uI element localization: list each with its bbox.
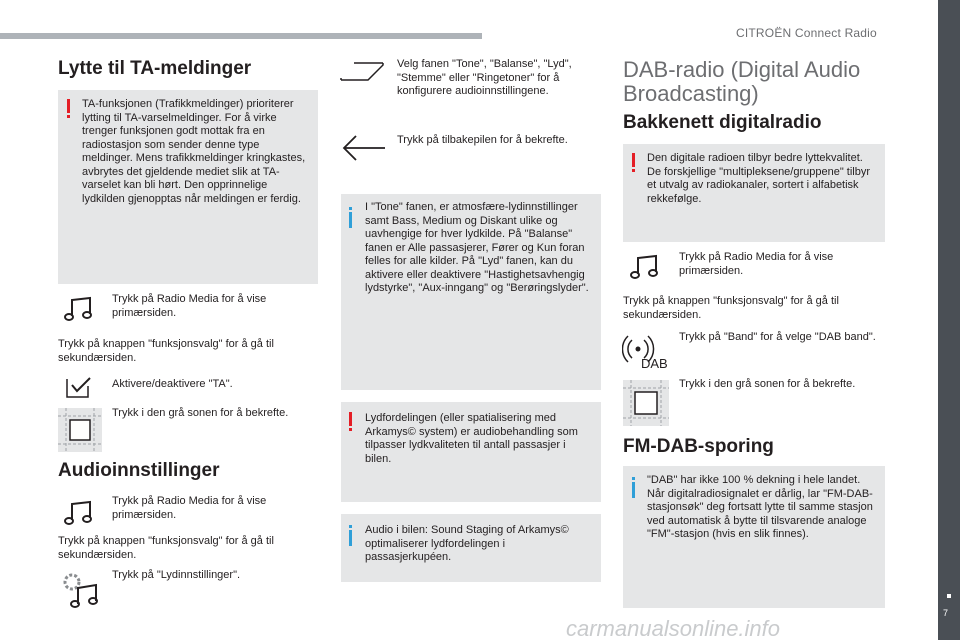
back-arrow-icon	[342, 134, 386, 162]
step-radio-media-3: Trykk på Radio Media for å vise primærsiden.	[679, 251, 834, 277]
info-icon	[632, 482, 635, 498]
step-back-arrow: Trykk på tilbakepilen for å bekrefte.	[397, 134, 568, 146]
warning-icon	[349, 412, 352, 426]
dab-label: DAB	[641, 356, 668, 371]
grey-zone-icon	[58, 408, 102, 452]
step-radio-media: Trykk på Radio Media for å vise primærsiden.	[112, 293, 267, 319]
sidebar-marker	[947, 594, 951, 598]
warning-box-ta	[58, 90, 318, 284]
info-box-fm-dab	[623, 466, 885, 608]
info-text-staging: Audio i bilen: Sound Staging of Arkamys© optimaliserer lydfordelingen i passasjerkupéen.	[365, 524, 569, 563]
heading-audio-settings: Audioinnstillinger	[58, 460, 220, 481]
warning-text-arkamys: Lydfordelingen (eller spatialisering med Arkamys© system) er audiobehandling som tilpasser lydkvaliteten til antall passasjer i bilen.	[365, 412, 578, 465]
info-icon	[349, 530, 352, 546]
step-function-select: Trykk på knappen "funksjonsvalg" for å gå til sekundærsiden.	[58, 338, 274, 364]
step-grey-zone: Trykk i den grå sonen for å bekrefte.	[112, 407, 289, 419]
heading-terrestrial: Bakkenett digitalradio	[623, 112, 822, 133]
warning-text: TA-funksjonen (Trafikkmeldinger) prioriterer lytting til TA-varselmeldinger. For å virke trenger funksjonen godt mottak fra en radiostasjon som sender denne type meldinger. Mens trafikkmeldinger kringkastes, avbrytes det gjeldende mediet slik at TA-varselet kan bli hørt. Den opprinnelige lydkilden gjenopptas når meldingen er ferdig.	[82, 98, 306, 205]
grey-zone-icon	[623, 380, 669, 426]
step-band: Trykk på "Band" for å velge "DAB band".	[679, 331, 876, 343]
step-choose-tab: Velg fanen "Tone", "Balanse", "Lyd", "Stemme" eller "Ringetoner" for å konfigurere audioinnstillingene.	[397, 58, 572, 97]
warning-box-arkamys	[341, 402, 601, 502]
watermark: carmanualsonline.info	[566, 616, 781, 641]
step-function-select-3: Trykk på knappen "funksjonsvalg" for å gå til sekundærsiden.	[623, 295, 839, 321]
header-bar	[0, 33, 482, 39]
warning-box-dab	[623, 144, 885, 242]
warning-icon	[632, 153, 635, 167]
info-text-fm-dab: "DAB" har ikke 100 % dekning i hele landet. Når digitalradiosignalet er dårlig, lar "FM-DAB-stasjonsøk" deg fortsatt lytte til samme stasjon ved automatisk å bytte til tilsvarende analoge "FM"-stasjon (hvis en slik finnes).	[647, 474, 873, 540]
music-note-icon	[628, 254, 662, 280]
warning-text-dab: Den digitale radioen tilbyr bedre lyttekvalitet. De forskjellige "multipleksene/gruppene" tilbyr et utvalg av radiokanaler, sortert i alfabetisk rekkefølge.	[647, 152, 871, 205]
heading-ta: Lytte til TA-meldinger	[58, 58, 252, 79]
music-note-icon	[62, 296, 96, 322]
step-function-select-2: Trykk på knappen "funksjonsvalg" for å gå til sekundærsiden.	[58, 535, 274, 561]
heading-dab-radio: DAB-radio (Digital Audio Broadcasting)	[623, 57, 861, 106]
music-note-icon	[62, 500, 96, 526]
page-number: 7	[943, 608, 949, 618]
info-box-staging	[341, 514, 601, 582]
warning-icon	[67, 99, 70, 113]
heading-fm-dab: FM-DAB-sporing	[623, 436, 774, 457]
brand-title: CITROËN Connect Radio	[736, 26, 877, 40]
info-box-tone	[341, 194, 601, 390]
tab-icon	[340, 62, 384, 82]
sound-settings-icon	[60, 570, 100, 610]
step-sound-settings: Trykk på "Lydinnstillinger".	[112, 569, 241, 581]
step-grey-zone-2: Trykk i den grå sonen for å bekrefte.	[679, 378, 856, 390]
sidebar-strip	[938, 0, 960, 640]
step-toggle-ta: Aktivere/deaktivere "TA".	[112, 378, 233, 390]
step-radio-media-2: Trykk på Radio Media for å vise primærsiden.	[112, 495, 267, 521]
info-text-tone: I "Tone" fanen, er atmosfære-lydinnstillinger samt Bass, Medium og Diskant ulike og uavhengige for hver lydkilde. På "Balanse" fanen er Alle passasjerer, Fører og Kun foran felles for alle kilder. På "Lyd" fanen, kan du aktivere eller deaktivere "Hastighetsavhengig lydstyrke", "Aux-inngang" og "Berøringslyder".	[365, 201, 589, 294]
checkbox-icon	[66, 376, 92, 398]
info-icon	[349, 212, 352, 228]
